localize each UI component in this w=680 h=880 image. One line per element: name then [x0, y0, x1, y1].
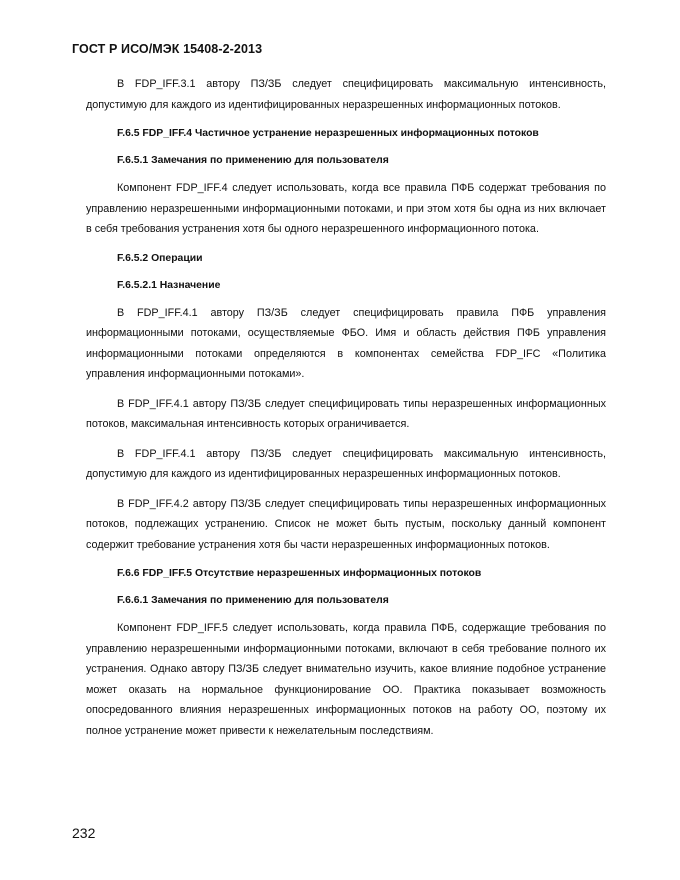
paragraph: В FDP_IFF.4.1 автору ПЗ/ЗБ следует специфицировать типы неразрешенных информационных потоков, максимальная интенсивность которых ограничивается. — [86, 397, 606, 430]
document-body — [86, 74, 606, 741]
subsection-heading: F.6.6.1 Замечания по применению для пользователя — [117, 595, 389, 606]
section-heading: F.6.5 FDP_IFF.4 Частичное устранение неразрешенных информационных потоков — [117, 128, 539, 139]
section-heading: F.6.6 FDP_IFF.5 Отсутствие неразрешенных информационных потоков — [117, 568, 482, 579]
paragraph: В FDP_IFF.4.1 автору ПЗ/ЗБ следует специфицировать максимальную интенсивность, допустимую для каждого из идентифицированных неразрешенных информационных потоков. — [86, 447, 606, 480]
paragraph: Компонент FDP_IFF.5 следует использовать, когда правила ПФБ, содержащие требования по управлению неразрешенными информационными потоками, включают в себя требование полного их устранения. Однако автору ПЗ/ЗБ следует внимательно изучить, какое влияние подобное устранение может оказать на нормальное функционирование ОО. Практика показывает возможность опосредованного влияния неразрешенных информационных потоков на работу ОО, поэтому их полное устранение может привести к нежелательным последствиям. — [86, 622, 606, 737]
page-number: 232 — [72, 825, 96, 841]
paragraph: В FDP_IFF.4.1 автору ПЗ/ЗБ следует специфицировать правила ПФБ управления информационными потоками, осуществляемые ФБО. Имя и область действия ПФБ управления информационными потоками определяются в компонентах семейства FDP_IFC «Политика управления информационными потоками». — [86, 306, 606, 380]
paragraph: В FDP_IFF.4.2 автору ПЗ/ЗБ следует специфицировать типы неразрешенных информационных потоков, подлежащих устранению. Список не может быть пустым, поскольку данный компонент содержит требование устранения хотя бы части неразрешенных информационных потоков. — [86, 497, 606, 551]
paragraph: Компонент FDP_IFF.4 следует использовать, когда все правила ПФБ содержат требования по управлению неразрешенными информационными потоками, и при этом хотя бы одна из них включает в себя требования устранения хотя бы одного неразрешенного информационного потока. — [86, 182, 606, 235]
subsection-heading: F.6.5.2.1 Назначение — [117, 279, 221, 291]
subsection-heading: F.6.5.1 Замечания по применению для пользователя — [117, 155, 389, 166]
subsection-heading: F.6.5.2 Операции — [117, 252, 203, 264]
paragraph: В FDP_IFF.3.1 автору ПЗ/ЗБ следует специфицировать максимальную интенсивность, допустимую для каждого из идентифицированных неразрешенных информационных потоков. — [86, 78, 606, 111]
document-header: ГОСТ Р ИСО/МЭК 15408-2-2013 — [72, 42, 263, 56]
